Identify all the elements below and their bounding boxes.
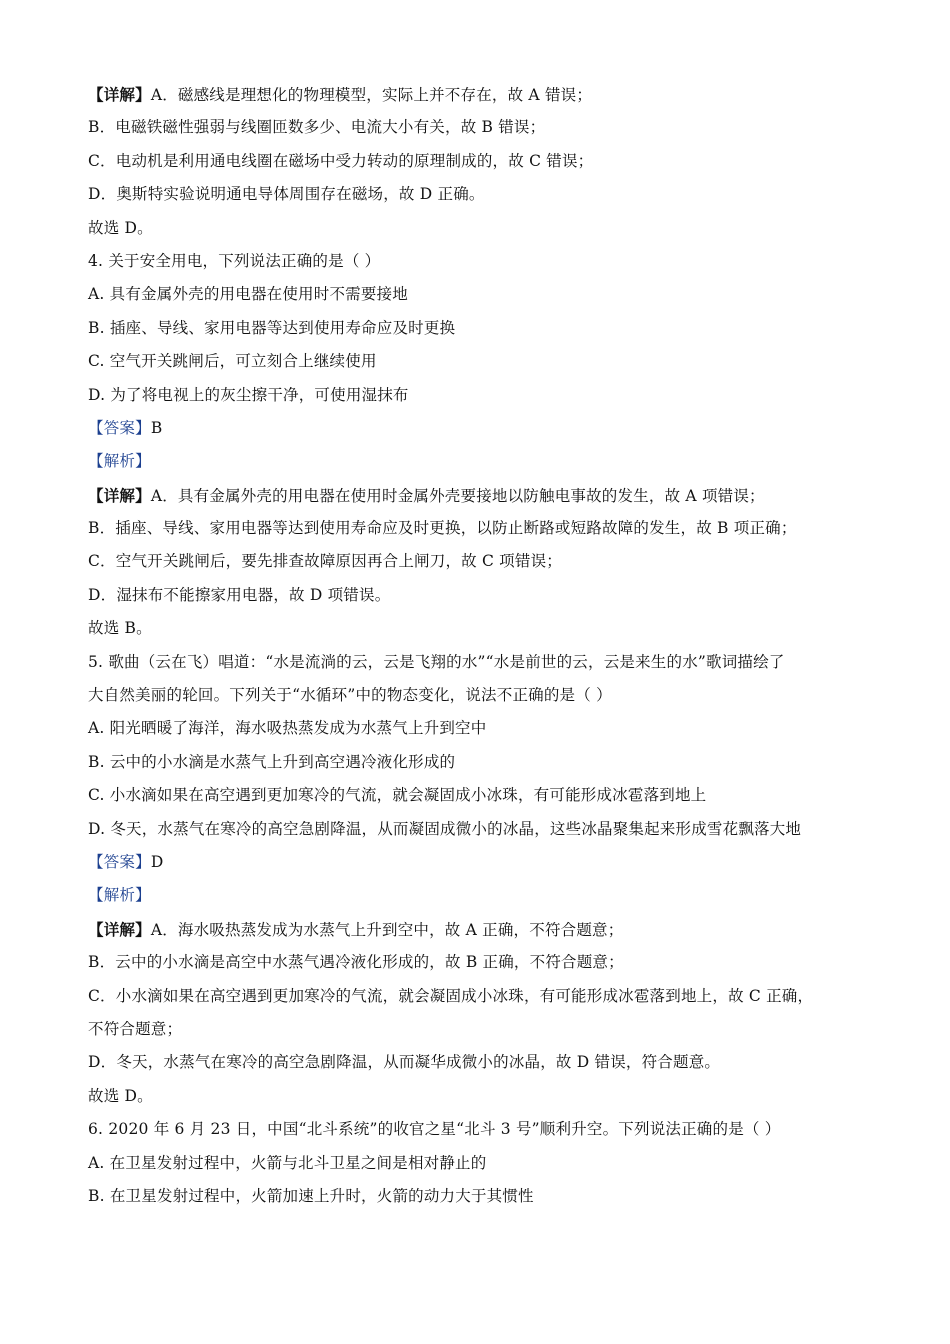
- detail-line: [88, 78, 878, 111]
- text-line: [88, 1147, 878, 1180]
- line-text: 6. 2020 年 6 月 23 日，中国“北斗系统”的收官之星“北斗 3 号”顺利升空。下列说法正确的是（ ）: [88, 1120, 781, 1139]
- text-line: [88, 1113, 878, 1146]
- line-text: B. 插座、导线、家用电器等达到使用寿命应及时更换: [88, 318, 456, 337]
- analysis-tag: 【解析】: [88, 886, 151, 905]
- line-text: B. 在卫星发射过程中，火箭加速上升时，火箭的动力大于其惯性: [88, 1186, 534, 1205]
- text-line: [88, 746, 878, 779]
- line-text: B. 云中的小水滴是水蒸气上升到高空遇冷液化形成的: [88, 752, 456, 771]
- text-line: [88, 946, 878, 979]
- text-line: [88, 178, 878, 211]
- text-line: [88, 1180, 878, 1213]
- text-line: [88, 145, 878, 178]
- analysis-heading: [88, 445, 878, 478]
- text-line: [88, 612, 878, 645]
- line-text: 故选 B。: [88, 619, 152, 638]
- line-text: A. 具有金属外壳的用电器在使用时不需要接地: [88, 285, 408, 304]
- text-line: [88, 379, 878, 412]
- analysis-heading: [88, 879, 878, 912]
- text-line: [88, 646, 878, 679]
- detail-line: [88, 479, 878, 512]
- detail-line: [88, 913, 878, 946]
- line-text: C．空气开关跳闸后，要先排查故障原因再合上闸刀，故 C 项错误；: [88, 552, 562, 571]
- line-text: D. 冬天，水蒸气在寒冷的高空急剧降温，从而凝固成微小的冰晶，这些冰晶聚集起来形成雪花飘落大地: [88, 819, 802, 838]
- text-line: [88, 712, 878, 745]
- answer-tag: 【答案】: [88, 852, 151, 871]
- line-text: 5. 歌曲（云在飞）唱道：“水是流淌的云，云是飞翔的水”“水是前世的云，云是来生的水”歌词描绘了: [88, 652, 785, 671]
- analysis-tag: 【解析】: [88, 452, 151, 471]
- line-text: 故选 D。: [88, 218, 153, 237]
- line-text: A．海水吸热蒸发成为水蒸气上升到空中，故 A 正确，不符合题意；: [150, 920, 624, 939]
- text-line: [88, 111, 878, 144]
- text-line: [88, 345, 878, 378]
- line-text: 故选 D。: [88, 1086, 153, 1105]
- text-line: [88, 813, 878, 846]
- line-text: B．电磁铁磁性强弱与线圈匝数多少、电流大小有关，故 B 错误；: [88, 118, 546, 137]
- text-line: [88, 579, 878, 612]
- text-line: [88, 545, 878, 578]
- answer-line: [88, 846, 878, 879]
- detail-tag: 【详解】: [88, 85, 151, 104]
- document-page: [88, 78, 878, 1213]
- text-line: [88, 779, 878, 812]
- text-line: [88, 679, 878, 712]
- line-text: A．具有金属外壳的用电器在使用时金属外壳要接地以防触电事故的发生，故 A 项错误；: [150, 486, 765, 505]
- text-line: [88, 245, 878, 278]
- line-text: C．电动机是利用通电线圈在磁场中受力转动的原理制成的，故 C 错误；: [88, 151, 594, 170]
- line-text: C. 小水滴如果在高空遇到更加寒冷的气流，就会凝固成小冰珠，有可能形成冰雹落到地上: [88, 786, 707, 805]
- answer-tag: 【答案】: [88, 418, 151, 437]
- line-text: D．冬天，水蒸气在寒冷的高空急剧降温，从而凝华成微小的冰晶，故 D 错误，符合题意。: [88, 1053, 721, 1072]
- text-line: [88, 980, 878, 1013]
- line-text: C. 空气开关跳闸后，可立刻合上继续使用: [88, 352, 377, 371]
- text-line: [88, 1046, 878, 1079]
- detail-tag: 【详解】: [88, 485, 151, 505]
- detail-tag: 【详解】: [88, 919, 151, 939]
- text-line: [88, 1013, 878, 1046]
- line-text: D．湿抹布不能擦家用电器，故 D 项错误。: [88, 585, 391, 604]
- line-text: D: [150, 852, 164, 871]
- text-line: [88, 278, 878, 311]
- line-text: C．小水滴如果在高空遇到更加寒冷的气流，就会凝固成小冰珠，有可能形成冰雹落到地上，故 C 正确，: [88, 986, 814, 1005]
- line-text: 4. 关于安全用电，下列说法正确的是（ ）: [88, 251, 381, 270]
- text-line: [88, 212, 878, 245]
- text-line: [88, 1080, 878, 1113]
- text-line: [88, 512, 878, 545]
- line-text: B．云中的小水滴是高空中水蒸气遇冷液化形成的，故 B 正确，不符合题意；: [88, 953, 624, 972]
- line-text: 大自然美丽的轮回。下列关于“水循环”中的物态变化，说法不正确的是（ ）: [88, 686, 612, 705]
- line-text: B: [150, 418, 163, 437]
- line-text: 不符合题意；: [88, 1019, 183, 1038]
- line-text: B．插座、导线、家用电器等达到使用寿命应及时更换，以防止断路或短路故障的发生，故 B 项正确；: [88, 519, 797, 538]
- line-text: D．奥斯特实验说明通电导体周围存在磁场，故 D 正确。: [88, 185, 485, 204]
- line-text: A．磁感线是理想化的物理模型，实际上并不存在，故 A 错误；: [150, 86, 593, 104]
- text-line: [88, 312, 878, 345]
- line-text: D. 为了将电视上的灰尘擦干净，可使用湿抹布: [88, 385, 409, 404]
- line-text: A. 在卫星发射过程中，火箭与北斗卫星之间是相对静止的: [88, 1153, 487, 1172]
- answer-line: [88, 412, 878, 445]
- line-text: A. 阳光晒暖了海洋，海水吸热蒸发成为水蒸气上升到空中: [88, 719, 487, 738]
